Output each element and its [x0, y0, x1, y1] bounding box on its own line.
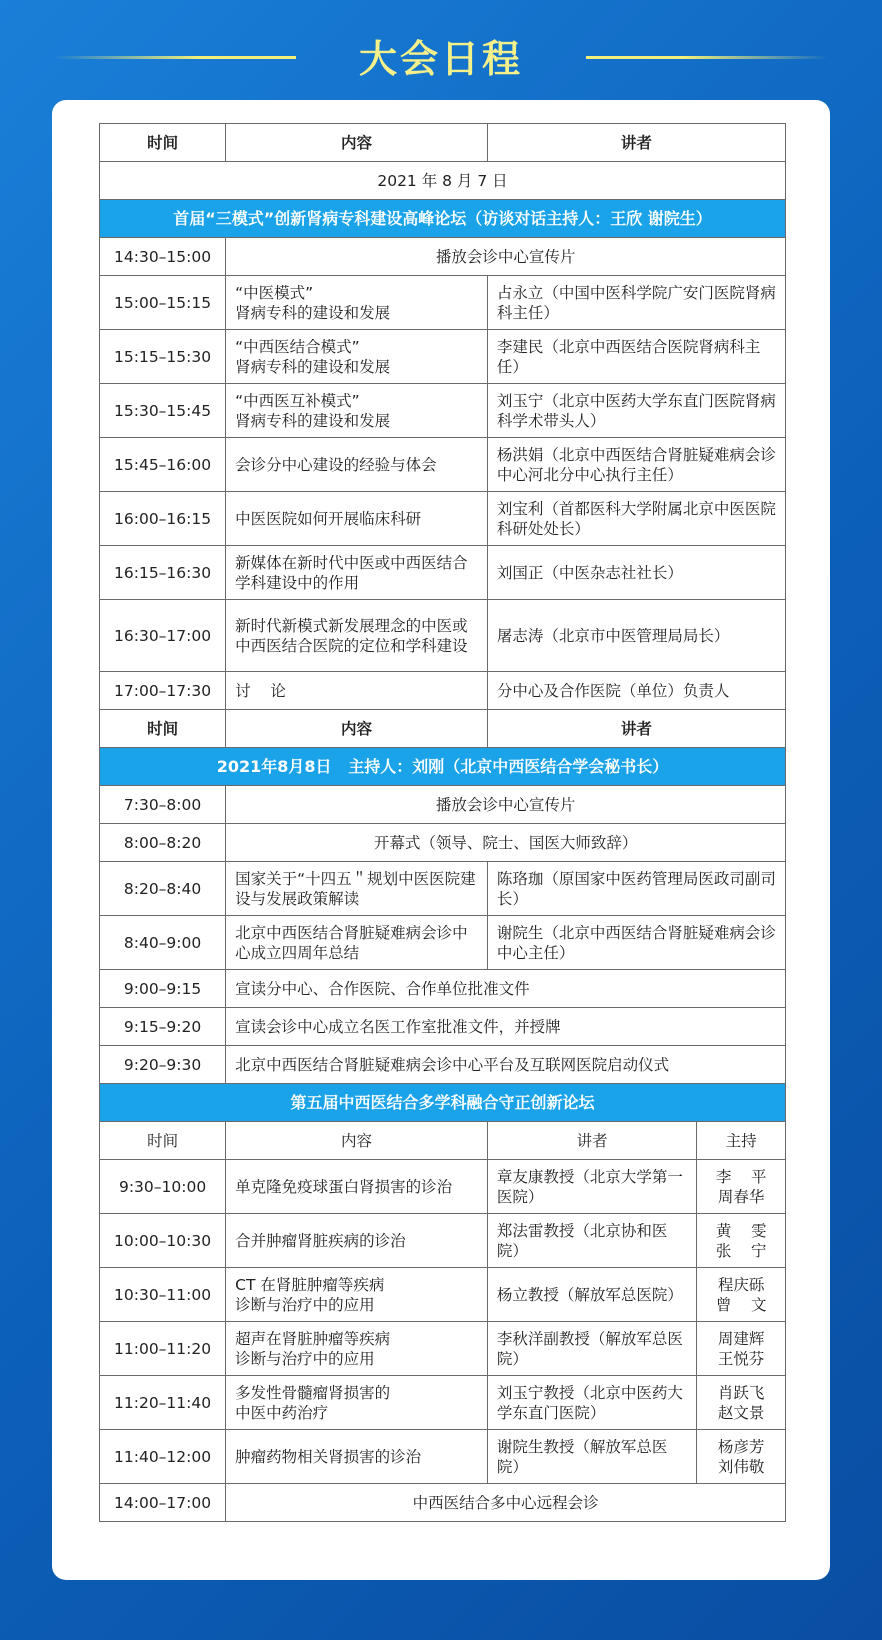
speaker-cell: 占永立（中国中医科学院广安门医院肾病科主任）: [487, 276, 785, 330]
col-header-time: 时间: [100, 124, 226, 162]
col-header-content: 内容: [226, 1122, 488, 1160]
time-cell: 16:30–17:00: [100, 600, 226, 672]
time-cell: 9:15–9:20: [100, 1008, 226, 1046]
content-cell: 中西医结合多中心远程会诊: [226, 1484, 786, 1522]
content-cell: [226, 276, 488, 330]
content-cell: 新媒体在新时代中医或中西医结合学科建设中的作用: [226, 546, 488, 600]
table-row: [100, 970, 786, 1008]
speaker-cell: 屠志涛（北京市中医管理局局长）: [487, 600, 785, 672]
content-cell: 新时代新模式新发展理念的中医或中西医结合医院的定位和学科建设: [226, 600, 488, 672]
forum5-banner: 第五届中西医结合多学科融合守正创新论坛: [100, 1084, 786, 1122]
host-name: 程庆砾: [717, 1275, 765, 1294]
table-row: [100, 492, 786, 546]
content-cell: 国家关于“十四五＂规划中医医院建设与发展政策解读: [226, 862, 488, 916]
host-cell: [697, 1214, 786, 1268]
col-header-time: 时间: [100, 1122, 226, 1160]
time-cell: 17:00–17:30: [100, 672, 226, 710]
content-cell: 会诊分中心建设的经验与体会: [226, 438, 488, 492]
content-cell: 北京中西医结合肾脏疑难病会诊中心平台及互联网医院启动仪式: [226, 1046, 786, 1084]
host-name: 王悦芬: [717, 1349, 765, 1368]
host-name: 肖跃飞: [717, 1383, 765, 1402]
table-row: [100, 862, 786, 916]
time-cell: 10:00–10:30: [100, 1214, 226, 1268]
col-header-time: 时间: [100, 710, 226, 748]
speaker-cell: 谢院生（北京中西医结合肾脏疑难病会诊中心主任）: [487, 916, 785, 970]
table-row: [100, 546, 786, 600]
time-cell: 14:00–17:00: [100, 1484, 226, 1522]
table-header-row: [100, 1122, 786, 1160]
time-cell: 10:30–11:00: [100, 1268, 226, 1322]
host-name: 赵文景: [717, 1403, 765, 1422]
table-row: [100, 1484, 786, 1522]
content-cell: 宣读会诊中心成立名医工作室批准文件，并授牌: [226, 1008, 786, 1046]
table-row: [100, 384, 786, 438]
host-cell: [697, 1160, 786, 1214]
host-name: 黄 雯: [715, 1221, 767, 1240]
table-row: [100, 1008, 786, 1046]
host-name: 周建辉: [717, 1329, 765, 1348]
col-header-speaker: 讲者: [487, 1122, 697, 1160]
col-header-host: 主持: [697, 1122, 786, 1160]
content-cell: 开幕式（领导、院士、国医大师致辞）: [226, 824, 786, 862]
speaker-cell: 李建民（北京中西医结合医院肾病科主任）: [487, 330, 785, 384]
content-cell: 北京中西医结合肾脏疑难病会诊中心成立四周年总结: [226, 916, 488, 970]
content-cell: 播放会诊中心宣传片: [226, 238, 786, 276]
table-row: [100, 1214, 786, 1268]
host-name: 李 平: [715, 1167, 767, 1186]
time-cell: 16:15–16:30: [100, 546, 226, 600]
content-line: “中西医结合模式” 肾病专科的建设和发展: [235, 337, 391, 376]
col-header-speaker: 讲者: [487, 710, 785, 748]
table-row: [100, 600, 786, 672]
time-cell: 11:40–12:00: [100, 1430, 226, 1484]
content-cell: 单克隆免疫球蛋白肾损害的诊治: [226, 1160, 488, 1214]
speaker-cell: 李秋洋副教授（解放军总医院）: [487, 1322, 697, 1376]
time-cell: 15:45–16:00: [100, 438, 226, 492]
table-row: [100, 1430, 786, 1484]
table-row: [100, 1268, 786, 1322]
content-cell: 讨 论: [226, 672, 488, 710]
table-row: [100, 1322, 786, 1376]
time-cell: 9:20–9:30: [100, 1046, 226, 1084]
speaker-cell: 刘玉宁教授（北京中医药大学东直门医院）: [487, 1376, 697, 1430]
forum5-banner-row: [100, 1084, 786, 1122]
time-cell: 15:30–15:45: [100, 384, 226, 438]
host-name: 杨彦芳: [717, 1437, 765, 1456]
host-name: 刘伟敬: [717, 1457, 765, 1476]
content-cell: 宣读分中心、合作医院、合作单位批准文件: [226, 970, 786, 1008]
content-cell: [226, 384, 488, 438]
time-cell: 15:15–15:30: [100, 330, 226, 384]
page-title: 大会日程: [358, 37, 523, 81]
col-header-content: 内容: [226, 710, 488, 748]
forum-banner-row: [100, 200, 786, 238]
table-row: [100, 438, 786, 492]
content-cell: 肿瘤药物相关肾损害的诊治: [226, 1430, 488, 1484]
header-right-rule: [586, 56, 828, 59]
schedule-card: [52, 100, 830, 1580]
speaker-cell: 刘国正（中医杂志社社长）: [487, 546, 785, 600]
table-row: [100, 1046, 786, 1084]
content-cell: 多发性骨髓瘤肾损害的 中医中药治疗: [226, 1376, 488, 1430]
table-row: [100, 1160, 786, 1214]
table-row: [100, 672, 786, 710]
col-header-content: 内容: [226, 124, 488, 162]
col-header-speaker: 讲者: [487, 124, 785, 162]
content-cell: 超声在肾脏肿瘤等疾病 诊断与治疗中的应用: [226, 1322, 488, 1376]
content-line: “中西医互补模式” 肾病专科的建设和发展: [235, 391, 391, 430]
host-name: 曾 文: [715, 1295, 767, 1314]
forum-banner: 首届“三模式”创新肾病专科建设高峰论坛（访谈对话主持人：王欣 谢院生）: [100, 200, 786, 238]
table-row: [100, 786, 786, 824]
speaker-cell: 分中心及合作医院（单位）负责人: [487, 672, 785, 710]
time-cell: 15:00–15:15: [100, 276, 226, 330]
time-cell: 7:30–8:00: [100, 786, 226, 824]
time-cell: 16:00–16:15: [100, 492, 226, 546]
time-cell: 9:00–9:15: [100, 970, 226, 1008]
table-header-row: [100, 710, 786, 748]
speaker-cell: 杨立教授（解放军总医院）: [487, 1268, 697, 1322]
speaker-cell: 郑法雷教授（北京协和医院）: [487, 1214, 697, 1268]
speaker-cell: 谢院生教授（解放军总医院）: [487, 1430, 697, 1484]
table-row: [100, 1376, 786, 1430]
table-header-row: [100, 124, 786, 162]
speaker-cell: 杨洪娟（北京中西医结合肾脏疑难病会诊中心河北分中心执行主任）: [487, 438, 785, 492]
host-cell: [697, 1376, 786, 1430]
host-name: 张 宁: [715, 1241, 767, 1260]
content-cell: 播放会诊中心宣传片: [226, 786, 786, 824]
content-cell: [226, 330, 488, 384]
host-cell: [697, 1268, 786, 1322]
table-row: [100, 330, 786, 384]
page-header: [0, 0, 882, 100]
schedule-table: [99, 123, 786, 1522]
speaker-cell: 章友康教授（北京大学第一医院）: [487, 1160, 697, 1214]
content-cell: CT 在肾脏肿瘤等疾病 诊断与治疗中的应用: [226, 1268, 488, 1322]
time-cell: 9:30–10:00: [100, 1160, 226, 1214]
time-cell: 11:20–11:40: [100, 1376, 226, 1430]
date-row: [100, 162, 786, 200]
time-cell: 14:30–15:00: [100, 238, 226, 276]
time-cell: 8:00–8:20: [100, 824, 226, 862]
date-cell: 2021 年 8 月 7 日: [100, 162, 786, 200]
speaker-cell: 刘宝利（首都医科大学附属北京中医医院科研处处长）: [487, 492, 785, 546]
content-line: “中医模式” 肾病专科的建设和发展: [235, 283, 391, 322]
content-cell: 合并肿瘤肾脏疾病的诊治: [226, 1214, 488, 1268]
day2-banner-row: [100, 748, 786, 786]
table-row: [100, 276, 786, 330]
speaker-cell: 陈珞珈（原国家中医药管理局医政司副司长）: [487, 862, 785, 916]
host-name: 周春华: [717, 1187, 765, 1206]
table-row: [100, 916, 786, 970]
content-cell: 中医医院如何开展临床科研: [226, 492, 488, 546]
time-cell: 8:40–9:00: [100, 916, 226, 970]
host-cell: [697, 1430, 786, 1484]
day2-banner: 2021年8月8日 主持人：刘刚（北京中西医结合学会秘书长）: [100, 748, 786, 786]
time-cell: 8:20–8:40: [100, 862, 226, 916]
host-cell: [697, 1322, 786, 1376]
speaker-cell: 刘玉宁（北京中医药大学东直门医院肾病科学术带头人）: [487, 384, 785, 438]
time-cell: 11:00–11:20: [100, 1322, 226, 1376]
table-row: [100, 824, 786, 862]
table-row: [100, 238, 786, 276]
